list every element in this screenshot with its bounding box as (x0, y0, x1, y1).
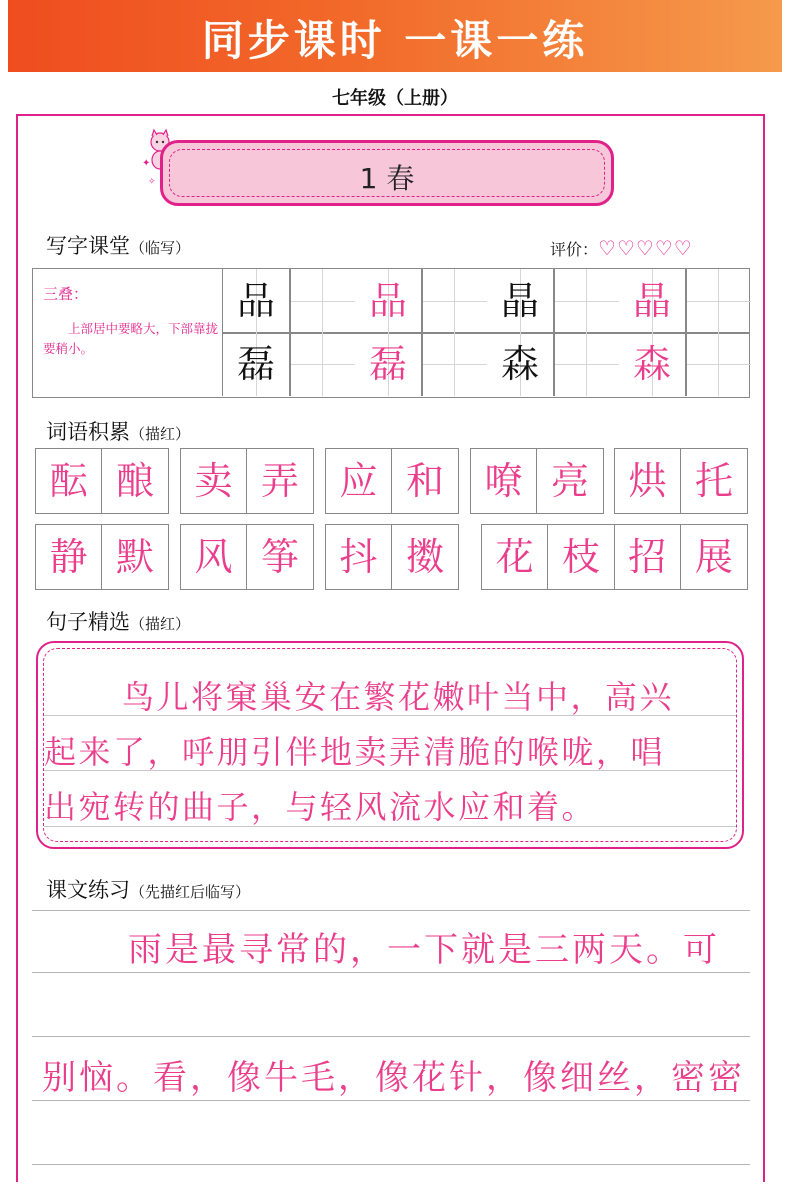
vocab-char: 静 (36, 525, 102, 589)
tip-title: 三叠： (43, 285, 89, 303)
trace-char: 磊 (368, 342, 407, 386)
blank-cell[interactable] (289, 332, 355, 396)
vocab-char: 抖 (326, 525, 392, 589)
model-char: 品 (236, 279, 275, 323)
vocab-word[interactable] (325, 448, 459, 514)
blank-cell[interactable] (685, 332, 751, 396)
vocab-heading-text: 词语积累 (46, 420, 130, 444)
vocab-mode: （描红） (130, 425, 191, 443)
section-sentence-heading (46, 606, 190, 636)
section-writing-heading (46, 230, 190, 260)
vocab-char: 酿 (115, 459, 154, 503)
vocab-word[interactable] (35, 448, 169, 514)
blank-cell[interactable] (553, 269, 619, 333)
writing-heading-text: 写字课堂 (46, 234, 130, 258)
vocab-word[interactable] (614, 448, 748, 514)
lesson-title-box (160, 140, 614, 206)
vocab-char: 默 (115, 535, 154, 579)
trace-char: 品 (368, 279, 407, 323)
vocab-word[interactable] (325, 524, 459, 590)
vocab-char: 招 (615, 525, 681, 589)
blank-cell[interactable] (421, 332, 487, 396)
model-char: 磊 (236, 342, 275, 386)
vocab-word[interactable] (35, 524, 169, 590)
vocab-char: 展 (694, 535, 733, 579)
blank-cell[interactable] (685, 269, 751, 333)
rating (550, 236, 693, 260)
grade-label: 七年级（上册） (332, 88, 458, 109)
vocab-char: 和 (405, 459, 444, 503)
vocab-word-group[interactable] (481, 524, 748, 590)
blank-cell[interactable] (421, 269, 487, 333)
writing-mode: （临写） (130, 239, 191, 257)
sentence-line: 鸟儿将窠巢安在繁花嫩叶当中，高兴 (122, 678, 675, 716)
vocab-char: 酝 (36, 449, 102, 513)
vocab-char: 风 (181, 525, 247, 589)
vocab-char: 弄 (260, 459, 299, 503)
vocab-char: 卖 (181, 449, 247, 513)
practice-line: 雨是最寻常的，一下就是三两天。可 (128, 930, 720, 970)
model-char: 森 (500, 342, 539, 386)
section-vocab-heading (46, 416, 190, 446)
blank-cell[interactable] (289, 269, 355, 333)
rating-label: 评价： (550, 240, 599, 259)
vocab-char: 应 (326, 449, 392, 513)
sentence-mode: （描红） (130, 615, 191, 633)
model-char: 晶 (500, 279, 539, 323)
blank-cell[interactable] (553, 332, 619, 396)
vocab-char: 嘹 (471, 449, 537, 513)
sentence-line: 出宛转的曲子，与轻风流水应和着。 (44, 788, 597, 826)
vocab-char: 擞 (405, 535, 444, 579)
copy-table (32, 268, 750, 398)
heart-rating-icon[interactable]: ♡♡♡♡♡ (598, 236, 693, 260)
section-practice-heading (46, 874, 250, 904)
vocab-char: 托 (694, 459, 733, 503)
practice-mode: （先描红后临写） (130, 883, 251, 901)
trace-char: 森 (632, 342, 671, 386)
vocab-char: 筝 (260, 535, 299, 579)
practice-line: 别恼。看，像牛毛，像花针，像细丝，密密 (42, 1058, 745, 1098)
sentence-heading-text: 句子精选 (46, 610, 130, 634)
svg-text:✧: ✧ (148, 177, 156, 187)
lesson-title: 1 春 (359, 162, 415, 195)
vocab-char: 烘 (615, 449, 681, 513)
vocab-char: 花 (482, 525, 548, 589)
svg-text:✦: ✦ (142, 158, 151, 169)
vocab-char: 亮 (550, 459, 589, 503)
header-banner (8, 0, 782, 72)
vocab-char: 枝 (548, 525, 614, 589)
vocab-word[interactable] (180, 524, 314, 590)
banner-title: 同步课时 一课一练 (201, 16, 589, 65)
vocab-word[interactable] (470, 448, 604, 514)
trace-char: 晶 (632, 279, 671, 323)
vocab-word[interactable] (180, 448, 314, 514)
sentence-line: 起来了，呼朋引伴地卖弄清脆的喉咙，唱 (44, 733, 666, 771)
writing-tip (33, 269, 223, 396)
tip-text: 上部居中要略大，下部靠拢要稍小。 (43, 321, 219, 356)
practice-heading-text: 课文练习 (46, 878, 130, 902)
